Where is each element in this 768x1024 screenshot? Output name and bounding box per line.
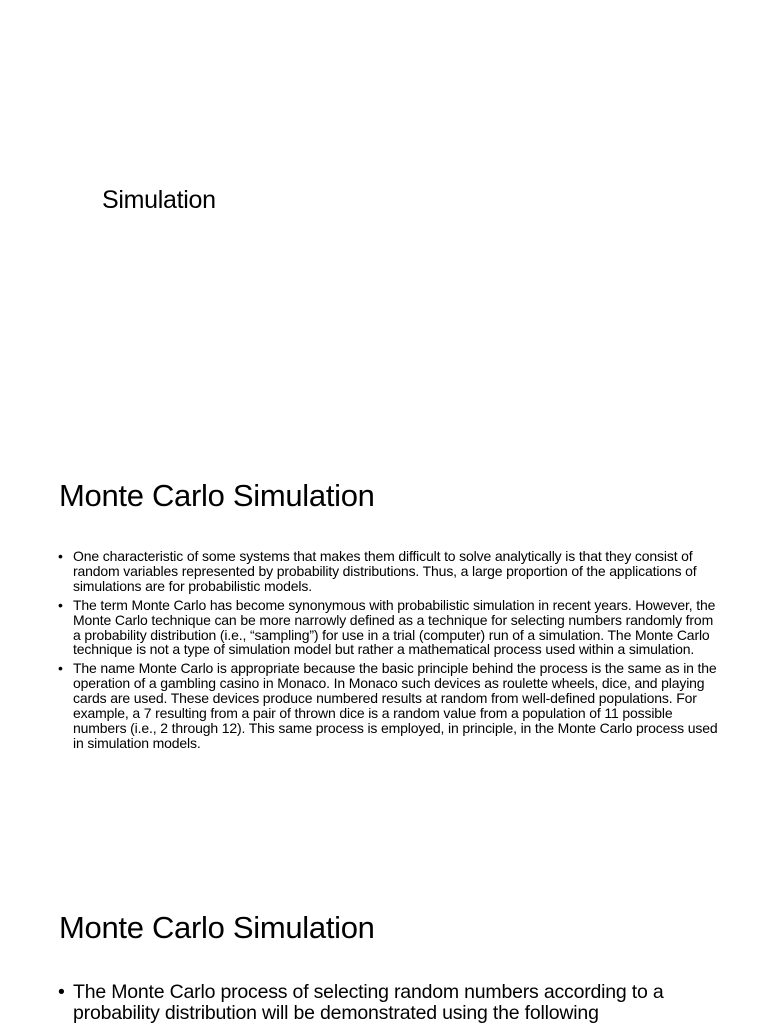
bullet-list <box>58 982 738 1023</box>
bullet-item <box>58 549 718 594</box>
bullet-text: One characteristic of some systems that makes them difficult to solve analytically is that they consist of random variables represented by probability distributions. Thus, a large proportion of the applications of simulations are for probabilistic models. <box>73 548 697 594</box>
bullet-text: The term Monte Carlo has become synonymous with probabilistic simulation in recent years. However, the Monte Carlo technique can be more narrowly defined as a technique for selecting numbers randomly from a probability distribution (i.e., “sampling”) for use in a trial (computer) run of a simulation. The Monte Carlo technique is not a type of simulation model but rather a mathematical process used within a simulation. <box>73 596 716 658</box>
bullet-item <box>58 661 718 750</box>
slide-2 <box>0 432 768 864</box>
bullet-text: The name Monte Carlo is appropriate because the basic principle behind the process is the same as in the operation of a gambling casino in Monaco. In Monaco such devices as roulette wheels, dice, and playing cards are used. These devices produce numbered results at random from well-defined populations. For example, a 7 resulting from a pair of thrown dice is a random value from a population of 11 possible numbers (i.e., 2 through 12). This same process is employed, in principle, in the Monte Carlo process used in simulation models. <box>73 660 718 751</box>
bullet-list <box>58 549 718 755</box>
bullet-icon: • <box>58 596 63 613</box>
bullet-icon: • <box>58 548 63 564</box>
slide-heading: Monte Carlo Simulation <box>59 478 375 513</box>
slide-1 <box>0 0 768 432</box>
bullet-item <box>58 598 718 658</box>
bullet-item <box>58 982 738 1023</box>
bullet-icon: • <box>58 981 65 1003</box>
slide-3 <box>0 864 768 1024</box>
slide-title: Simulation <box>102 186 216 214</box>
bullet-text: The Monte Carlo process of selecting random numbers according to a probability distribution will be demonstrated using the following <box>73 981 664 1024</box>
slide-heading: Monte Carlo Simulation <box>59 910 375 945</box>
bullet-icon: • <box>58 660 63 677</box>
